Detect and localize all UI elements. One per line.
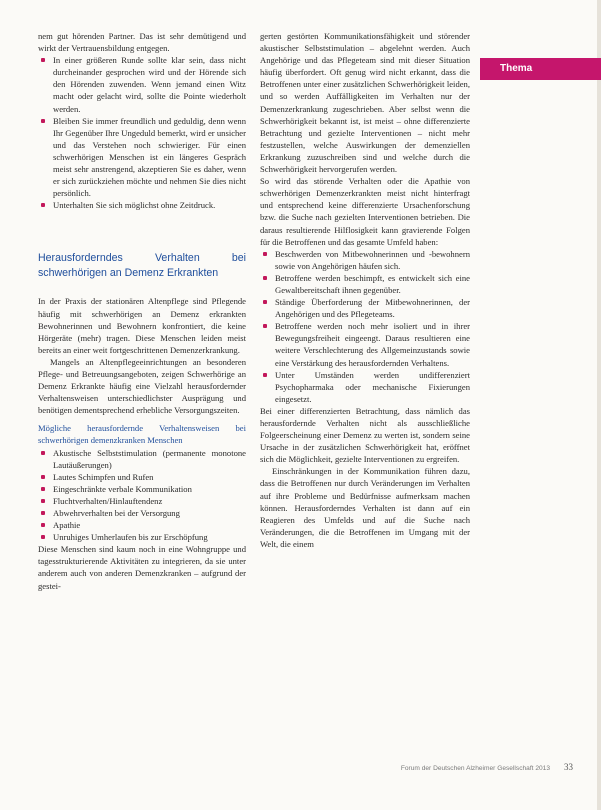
page-edge <box>597 0 601 810</box>
list-item: Lautes Schimpfen und Rufen <box>38 471 246 483</box>
tips-list <box>38 54 246 211</box>
list-item: Betroffene werden beschimpft, es entwickelt sich eine Gewaltbereitschaft ihnen gegenüber. <box>260 272 470 296</box>
sub-heading: Mögliche herausfordernde Verhaltensweisen bei schwerhörigen demenzkranken Menschen <box>38 423 246 446</box>
list-item: Abwehrverhalten bei der Versorgung <box>38 507 246 519</box>
list-item: Fluchtverhalten/Hinlauftendenz <box>38 495 246 507</box>
list-item: Betroffene werden noch mehr isoliert und in ihrer Bewegungsfreiheit eingeengt. Daraus resultieren eine weitere Verschlechterung des Allgemeinzustands sowie eine Verstärkung des herausfordernden Verhaltens. <box>260 320 470 368</box>
page-number: 33 <box>564 762 573 772</box>
section-heading: Herausforderndes Verhalten bei schwerhörigen an Demenz Erkrankten <box>38 252 246 280</box>
list-item: Apathie <box>38 519 246 531</box>
behaviour-list <box>38 447 246 544</box>
list-item: Bleiben Sie immer freundlich und geduldig, denn wenn Ihr Gegenüber Ihre Ungeduld bemerkt, wird er unsicher und das Verstehen noch schwieriger. Für einen schwerhörigen Menschen ist ein längeres Gespräch meist sehr anstrengend, akzeptieren Sie es daher, wenn er sich zurückziehen möchte und nehmen Sie dies nicht persönlich. <box>38 115 246 200</box>
list-item: Unterhalten Sie sich möglichst ohne Zeitdruck. <box>38 199 246 211</box>
paragraph: In der Praxis der stationären Altenpflege sind Pflegende häufig mit schwerhörigen an Demenz erkrankten Bewohnerinnen und Bewohnern konfrontiert, die keine Hörgeräte (mehr) tragen. Diese Menschen leiden meist bereits an einer weit fortgeschrittenen Demenzerkrankung. <box>38 296 246 355</box>
list-item: Eingeschränkte verbale Kommunikation <box>38 483 246 495</box>
section-tab <box>480 58 601 80</box>
list-item: Ständige Überforderung der Mitbewohnerinnen, der Angehörigen und des Pflegeteams. <box>260 296 470 320</box>
paragraph: gerten gestörten Kommunikationsfähigkeit und störender akustischer Selbststimulation – abgelehnt werden. Auch Angehörige und das Pflegeteam sind mit dieser Situation häufig überfordert. Oft genug wird nicht erkannt, dass die Betroffenen unter einer zusätzlichen Schwerhörigkeit leiden, und so werden Auffälligkeiten im Verhalten nur der Demenzerkrankung zugeschrieben. Aber selbst wenn die Schwerhörigkeit bekannt ist, ist meist – ohne differenzierte Betrachtung und gezielte Interventionen – nicht mehr festzustellen, welche Auswirkungen der demenziellen Erkrankung zuzuschreiben sind und welche durch die Schwerhörigkeit hervorgerufen werden. <box>260 31 470 175</box>
list-item: Unruhiges Umherlaufen bis zur Erschöpfung <box>38 531 246 543</box>
left-intro: nem gut hörenden Partner. Das ist sehr demütigend und wirkt der Vertrauensbildung entgegen. <box>38 31 246 54</box>
list-item: Unter Umständen werden undifferenziert Psychopharmaka oder mechanische Fixierungen eingesetzt. <box>260 369 470 405</box>
footer-text: Forum der Deutschen Alzheimer Gesellschaft 2013 <box>400 765 550 772</box>
list-item: Akustische Selbststimulation (permanente monotone Lautäußerungen) <box>38 447 246 471</box>
list-item: In einer größeren Runde sollte klar sein, dass nicht durcheinander gesprochen wird und der Hörende sich den Hörenden zuwenden. Wenn jemand einen Witz macht oder gelacht wird, sollte die Pointe wiederholt werden. <box>38 54 246 114</box>
list-item: Beschwerden von Mitbewohnerinnen und -bewohnern sowie von Angehörigen häufen sich. <box>260 248 470 272</box>
paragraph: Diese Menschen sind kaum noch in eine Wohngruppe und tagesstrukturierende Aktivitäten zu integrieren, da sie unter anderem auch von anderen Demenzkranken – aufgrund der gestei- <box>38 544 246 591</box>
left-column <box>38 30 246 592</box>
right-column <box>260 30 470 550</box>
section-tab-label: Thema <box>500 63 533 74</box>
paragraph: Einschränkungen in der Kommunikation führen dazu, dass die Betroffenen nur durch Veränderungen im Verhalten auf ihre Probleme und Bedürfnisse aufmerksam machen können. Herausforderndes Verhalten ist dann auf ein Reagieren des Umfelds und auf die Suche nach Veränderungen, die die Betroffenen im Umgang mit der Welt, die einem <box>260 466 470 549</box>
consequences-list <box>260 248 470 405</box>
paragraph: Bei einer differenzierten Betrachtung, dass nämlich das herausfordernde Verhalten nicht als ausschließliche Folgeerscheinung einer Demenz zu werten ist, sondern seine Ursache in der zusätzlichen Schwerhörigkeit hat, eröffnet sich die Möglichkeit, gezielte Interventionen zu ergreifen. <box>260 405 470 465</box>
paragraph: Mangels an Altenpflegeeinrichtungen an besonderen Pflege- und Betreuungsangeboten, zeigen Schwerhörige an Demenz Erkrankte häufig eine Vielzahl herausfordernder Verhaltensweisen unterschiedlichster Ausprägung und benötigen dementsprechend erhebliche Versorgungszeiten. <box>38 356 246 416</box>
paragraph: So wird das störende Verhalten oder die Apathie von schwerhörigen Demenzerkrankten meist nicht hinterfragt und entsprechend keine differenzierte Ursachenforschung bzw. die Suche nach gezielten Interventionen betrieben. Die daraus resultierende Hilflosigkeit kann gravierende Folgen für die Betroffenen und das gesamte Umfeld haben: <box>260 176 470 247</box>
